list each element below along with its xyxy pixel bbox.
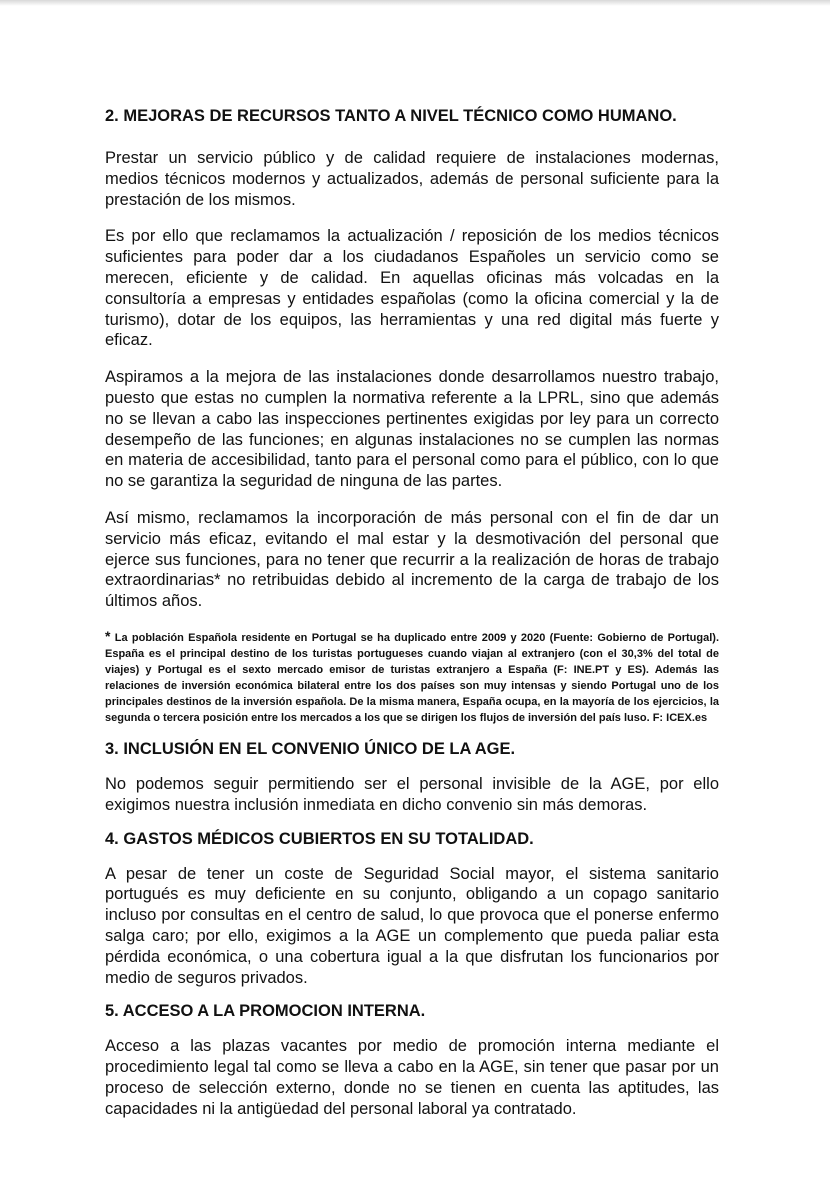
section-4-paragraph-1: A pesar de tener un coste de Seguridad Social mayor, el sistema sanitario portugués es muy deficiente en su conjunto, obligando a un copago sanitario incluso por consultas en el centro de salud, lo que provoca que el ponerse enfermo salga caro; por ello, exigimos a la AGE un complemento que pueda paliar esta pérdida económica, o una cobertura igual a la que disfrutan los funcionarios por medio de seguros privados. xyxy=(105,864,719,987)
section-2-paragraph-4: Así mismo, reclamamos la incorporación de más personal con el fin de dar un servicio más eficaz, evitando el mal estar y la desmotivación del personal que ejerce sus funciones, para no tener que recurrir a la realización de horas de trabajo extraordinarias* no retribuidas debido al incremento de la carga de trabajo de los últimos años. xyxy=(105,508,719,611)
document-body xyxy=(105,103,719,1120)
footnote-text: La población Española residente en Portugal se ha duplicado entre 2009 y 2020 (Fuente: Gobierno de Portugal). España es el principal destino de los turistas portugueses cuando viajan al extranjero (con el 30,3% del total de viajes) y Portugal es el sexto mercado emisor de turistas extranjero a España (F: INE.PT y ES). Además las relaciones de inversión económica bilateral entre los dos países son muy intensas y siendo Portugal uno de los principales destinos de la inversión española. De la misma manera, España ocupa, en la mayoría de los ejercicios, la segunda o tercera posición entre los mercados a los que se dirigen los flujos de inversión del país luso. F: ICEX.es xyxy=(105,631,720,724)
section-3-paragraph-1: No podemos seguir permitiendo ser el personal invisible de la AGE, por ello exigimos nuestra inclusión inmediata en dicho convenio sin más demoras. xyxy=(105,774,719,814)
section-2-paragraph-3: Aspiramos a la mejora de las instalaciones donde desarrollamos nuestro trabajo, puesto que estas no cumplen la normativa referente a la LPRL, sino que además no se llevan a cabo las inspecciones pertinentes exigidas por ley para un correcto desempeño de las funciones; en algunas instalaciones no se cumplen las normas en materia de accesibilidad, tanto para el personal como para el público, con lo que no se garantiza la seguridad de ninguna de las partes. xyxy=(105,368,719,491)
section-2-paragraph-1: Prestar un servicio público y de calidad requiere de instalaciones modernas, medios técnicos modernos y actualizados, además de personal suficiente para la prestación de los mismos. xyxy=(105,149,719,209)
page-top-edge xyxy=(0,0,830,6)
footnote-marker: * xyxy=(105,627,111,644)
footnote xyxy=(105,628,719,726)
section-2-heading: 2. MEJORAS DE RECURSOS TANTO A NIVEL TÉCNICO COMO HUMANO. xyxy=(105,107,677,125)
section-5-heading: 5. ACCESO A LA PROMOCION INTERNA. xyxy=(105,1002,426,1021)
section-2-paragraph-2: Es por ello que reclamamos la actualización / reposición de los medios técnicos suficientes para poder dar a los ciudadanos Españoles un servicio como se merecen, eficiente y de calidad. En aquellas oficinas más volcadas en la consultoría a empresas y entidades españolas (como la oficina comercial y la de turismo), dotar de los equipos, las herramientas y una red digital más fuerte y eficaz. xyxy=(105,227,719,350)
section-3-heading: 3. INCLUSIÓN EN EL CONVENIO ÚNICO DE LA AGE. xyxy=(105,739,516,758)
section-5-paragraph-1: Acceso a las plazas vacantes por medio de promoción interna mediante el procedimiento legal tal como se lleva a cabo en la AGE, sin tener que pasar por un proceso de selección externo, donde no se tienen en cuenta las aptitudes, las capacidades ni la antigüedad del personal laboral ya contratado. xyxy=(105,1037,719,1118)
section-4-heading: 4. GASTOS MÉDICOS CUBIERTOS EN SU TOTALIDAD. xyxy=(105,829,534,848)
